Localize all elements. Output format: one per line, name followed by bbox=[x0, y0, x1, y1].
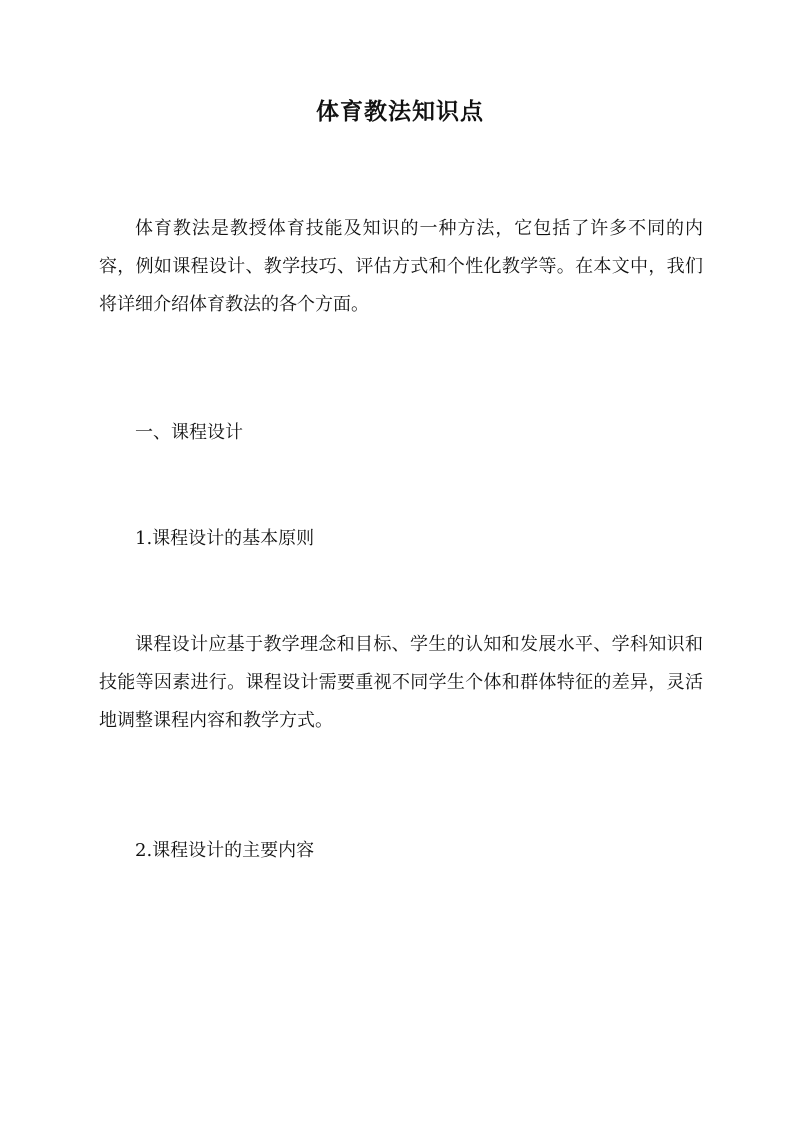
basic-principles-paragraph: 课程设计应基于教学理念和目标、学生的认知和发展水平、学科知识和技能等因素进行。课程设计需要重视不同学生个体和群体特征的差异，灵活地调整课程内容和教学方式。 bbox=[99, 634, 703, 731]
subsection-heading-basic-principles: 1.课程设计的基本原则 bbox=[135, 528, 315, 549]
intro-paragraph: 体育教法是教授体育技能及知识的一种方法，它包括了许多不同的内容，例如课程设计、教学技巧、评估方式和个性化教学等。在本文中，我们将详细介绍体育教法的各个方面。 bbox=[99, 218, 703, 315]
section-heading-curriculum-design: 一、课程设计 bbox=[135, 422, 243, 443]
subsection-heading-main-content: 2.课程设计的主要内容 bbox=[135, 840, 315, 861]
page-title: 体育教法知识点 bbox=[316, 98, 484, 125]
